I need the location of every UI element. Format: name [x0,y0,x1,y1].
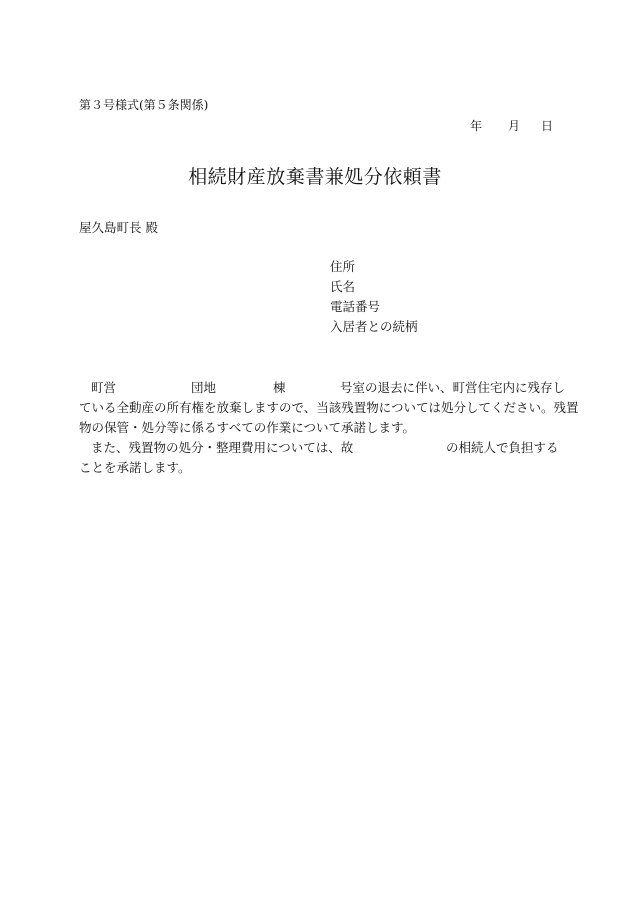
date-day-label: 日 [541,119,554,133]
complex-label: 団地 [191,380,217,395]
room-vacate-text: 号室の退去に伴い、町営住宅内に残存し [340,380,566,395]
addressee: 屋久島町長 殿 [79,220,158,235]
cost-text-start: また、残置物の処分・整理費用については、故 [91,440,354,455]
body-line-2: ている全動産の所有権を放棄しますので、当該残置物については処分してください。残置 [79,400,579,415]
applicant-relation-label: 入居者との続柄 [330,319,418,334]
body-line-3: 物の保管・処分等に係るすべての作業について承諾します。 [79,420,416,435]
date-month-label: 月 [508,119,521,133]
document-title: 相続財産放棄書兼処分依頼書 [188,166,442,188]
date-year-label: 年 [470,119,483,133]
applicant-phone-label: 電話番号 [330,299,381,314]
building-label: 棟 [273,380,286,395]
body-line-5: ことを承諾します。 [79,460,191,475]
town-housing-label: 町営 [91,380,117,395]
applicant-name-label: 氏名 [330,279,356,294]
cost-text-end: の相続人で負担する [446,440,559,455]
applicant-address-label: 住所 [330,259,356,274]
form-number: 第３号様式(第５条関係) [79,98,209,112]
